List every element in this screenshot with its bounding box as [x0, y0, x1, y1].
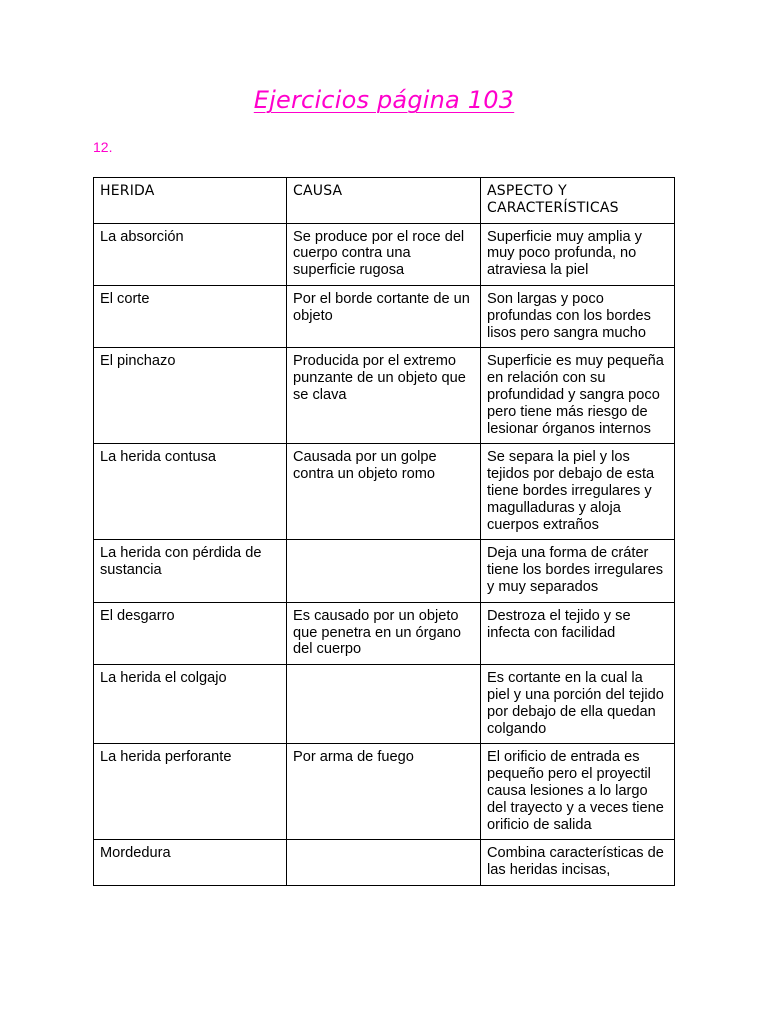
page-title: Ejercicios página 103	[253, 86, 515, 114]
cell-causa: Por arma de fuego	[287, 744, 481, 840]
table-row	[94, 223, 675, 285]
question-number: 12.	[93, 139, 113, 155]
cell-herida: La herida con pérdida de sustancia	[94, 540, 287, 602]
cell-herida: El corte	[94, 285, 287, 347]
table-row	[94, 540, 675, 602]
cell-aspecto: Se separa la piel y los tejidos por debajo de esta tiene bordes irregulares y magulladuras y aloja cuerpos extraños	[481, 444, 675, 540]
table-row	[94, 665, 675, 744]
cell-aspecto: Superficie es muy pequeña en relación con su profundidad y sangra poco pero tiene más riesgo de lesionar órganos internos	[481, 348, 675, 444]
cell-causa: Producida por el extremo punzante de un objeto que se clava	[287, 348, 481, 444]
header-herida: HERIDA	[94, 178, 287, 224]
cell-herida: La herida el colgajo	[94, 665, 287, 744]
table-row	[94, 840, 675, 886]
table-row	[94, 744, 675, 840]
table-row	[94, 444, 675, 540]
cell-aspecto: Destroza el tejido y se infecta con facilidad	[481, 602, 675, 664]
cell-causa	[287, 540, 481, 602]
cell-causa: Causada por un golpe contra un objeto romo	[287, 444, 481, 540]
cell-aspecto: Combina características de las heridas incisas,	[481, 840, 675, 886]
cell-herida: Mordedura	[94, 840, 287, 886]
cell-herida: La herida perforante	[94, 744, 287, 840]
cell-aspecto: Deja una forma de cráter tiene los bordes irregulares y muy separados	[481, 540, 675, 602]
cell-causa: Por el borde cortante de un objeto	[287, 285, 481, 347]
cell-aspecto: Son largas y poco profundas con los bordes lisos pero sangra mucho	[481, 285, 675, 347]
cell-causa: Es causado por un objeto que penetra en un órgano del cuerpo	[287, 602, 481, 664]
cell-herida: El desgarro	[94, 602, 287, 664]
wounds-table	[93, 177, 675, 886]
cell-aspecto: Es cortante en la cual la piel y una porción del tejido por debajo de ella quedan colgando	[481, 665, 675, 744]
header-aspecto: ASPECTO Y CARACTERÍSTICAS	[481, 178, 675, 224]
cell-aspecto: El orificio de entrada es pequeño pero el proyectil causa lesiones a lo largo del trayecto y a veces tiene orificio de salida	[481, 744, 675, 840]
cell-herida: El pinchazo	[94, 348, 287, 444]
table-header-row	[94, 178, 675, 224]
cell-causa	[287, 665, 481, 744]
table-row	[94, 285, 675, 347]
cell-herida: La absorción	[94, 223, 287, 285]
cell-aspecto: Superficie muy amplia y muy poco profunda, no atraviesa la piel	[481, 223, 675, 285]
cell-causa: Se produce por el roce del cuerpo contra una superficie rugosa	[287, 223, 481, 285]
cell-herida: La herida contusa	[94, 444, 287, 540]
cell-causa	[287, 840, 481, 886]
header-causa: CAUSA	[287, 178, 481, 224]
table-row	[94, 348, 675, 444]
table-row	[94, 602, 675, 664]
